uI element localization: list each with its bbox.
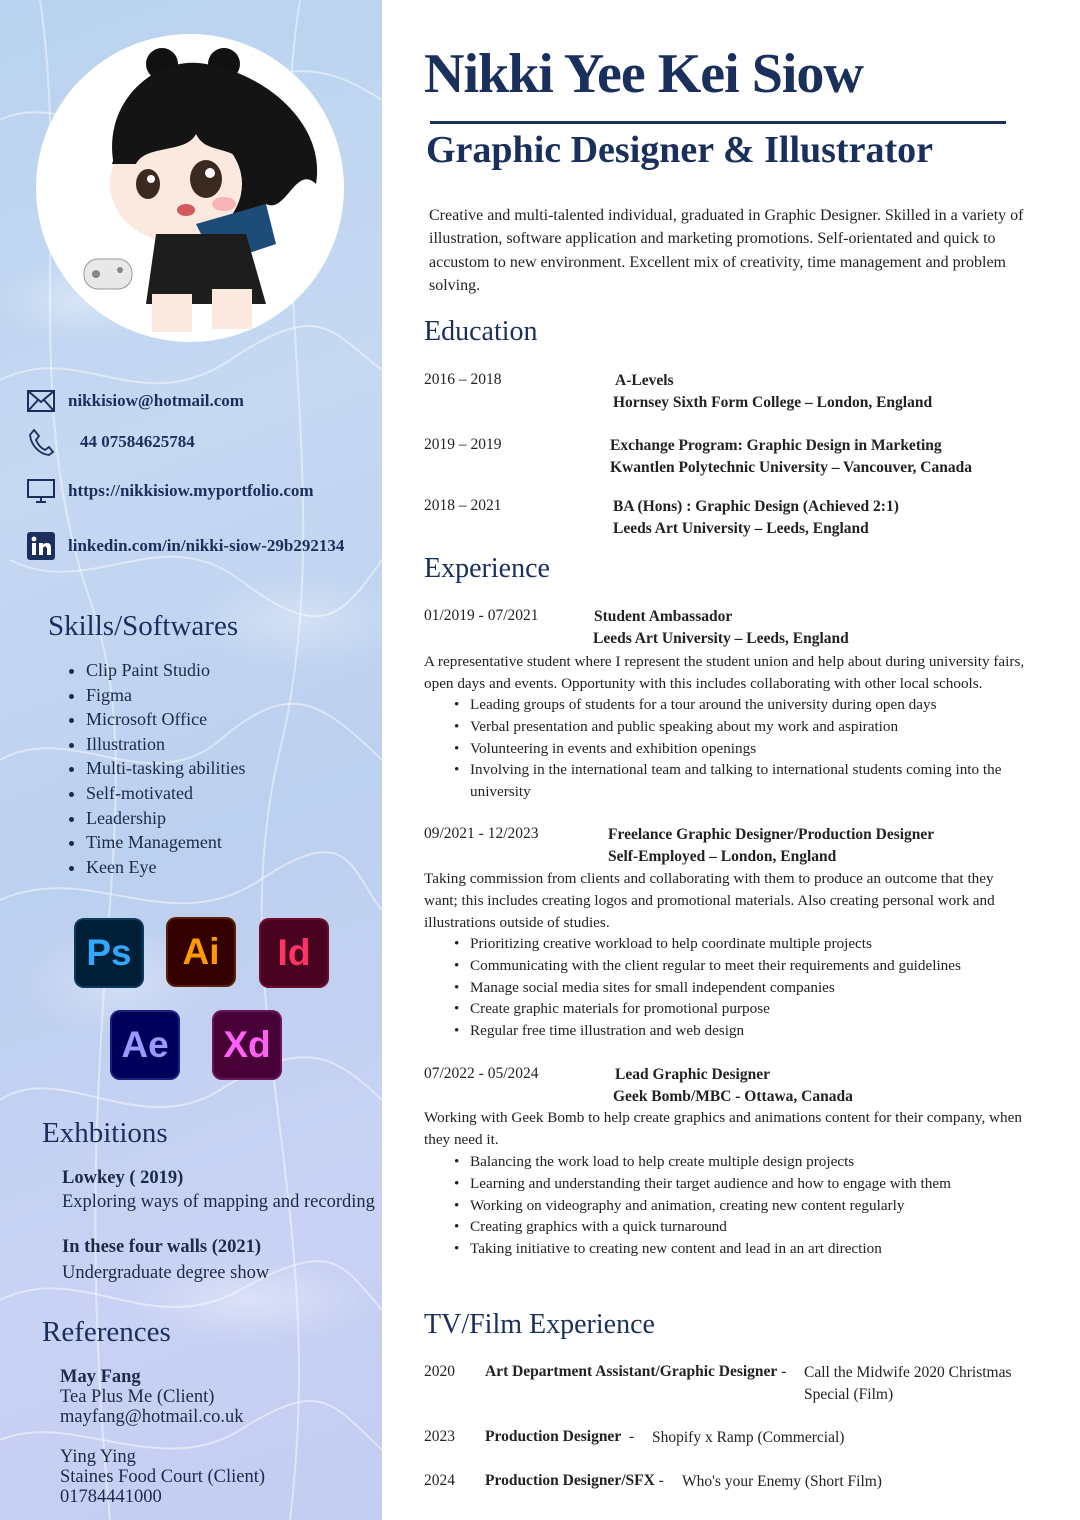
education-place: Leeds Art University – Leeds, England xyxy=(613,520,869,537)
exhibition-title: Lowkey ( 2019) xyxy=(62,1168,184,1188)
education-date: 2016 – 2018 xyxy=(424,371,502,388)
experience-description: Taking commission from clients and collaborating with them to produce an outcome that they want; this includes creating logos and promotional materials. Also creating personal work and illustrations outside of studies. xyxy=(424,870,995,931)
tvfilm-project: Who's your Enemy (Short Film) xyxy=(682,1473,882,1490)
skill-item: • Clip Paint Studio xyxy=(86,658,246,683)
person-name: Nikki Yee Kei Siow xyxy=(424,43,863,105)
app-icon-label: Id xyxy=(277,932,311,973)
tvfilm-year: 2024 xyxy=(424,1472,455,1489)
photoshop-icon xyxy=(74,918,144,988)
skills-heading: Skills/Softwares xyxy=(48,610,239,642)
education-title: BA (Hons) : Graphic Design (Achieved 2:1) xyxy=(613,498,899,515)
monitor-icon xyxy=(26,476,56,506)
mail-icon xyxy=(26,386,56,416)
exhibitions-heading: Exhbitions xyxy=(42,1117,168,1149)
skill-item: • Self-motivated xyxy=(86,781,246,806)
tvfilm-role-text: Production Designer/SFX xyxy=(485,1472,655,1489)
experience-bullet: • Verbal presentation and public speaking about my work and aspiration xyxy=(424,716,1044,738)
exhibition-title: In these four walls (2021) xyxy=(62,1237,262,1257)
experience-bullet: • Balancing the work load to help create multiple design projects xyxy=(424,1151,1044,1173)
linkedin-text: linkedin.com/in/nikki-siow-29b292134 xyxy=(68,536,345,555)
tvfilm-project: Shopify x Ramp (Commercial) xyxy=(652,1429,845,1446)
skill-item: • Keen Eye xyxy=(86,855,246,880)
references-heading: References xyxy=(42,1316,171,1348)
tvfilm-role-text: Art Department Assistant/Graphic Designer xyxy=(485,1363,778,1380)
experience-title: Freelance Graphic Designer/Production Designer xyxy=(608,826,935,843)
education-place: Hornsey Sixth Form College – London, England xyxy=(613,394,933,411)
tvfilm-role xyxy=(485,1363,786,1381)
job-title: Graphic Designer & Illustrator xyxy=(426,129,933,171)
education-place: Kwantlen Polytechnic University – Vancouver, Canada xyxy=(610,459,972,476)
education-entry xyxy=(610,435,972,479)
skill-item: • Multi-tasking abilities xyxy=(86,756,246,781)
exhibition-desc: Undergraduate degree show xyxy=(62,1263,270,1283)
skill-item: • Microsoft Office xyxy=(86,707,246,732)
app-icon-label: Ae xyxy=(121,1024,169,1065)
experience-bullet: • Volunteering in events and exhibition openings xyxy=(424,738,1044,760)
experience-bullet: • Manage social media sites for small independent companies xyxy=(424,977,1044,999)
tvfilm-separator: - xyxy=(777,1363,787,1380)
reference-contact[interactable]: 01784441000 xyxy=(60,1487,162,1507)
tvfilm-role xyxy=(485,1428,642,1446)
experience-header xyxy=(593,606,849,650)
tvfilm-separator: - xyxy=(654,1472,672,1489)
experience-bullet: • Prioritizing creative workload to help coordinate multiple projects xyxy=(424,933,1044,955)
avatar xyxy=(36,34,344,342)
illustrator-icon xyxy=(166,917,236,987)
experience-bullets xyxy=(424,933,1044,1042)
tvfilm-role xyxy=(485,1472,672,1490)
tvfilm-heading: TV/Film Experience xyxy=(424,1309,655,1340)
experience-date: 09/2021 - 12/2023 xyxy=(424,825,539,842)
exhibition-desc: Exploring ways of mapping and recording xyxy=(62,1192,375,1212)
tvfilm-year: 2020 xyxy=(424,1363,455,1380)
education-entry xyxy=(613,370,932,414)
reference-item xyxy=(60,1447,265,1507)
experience-description: Working with Geek Bomb to help create graphics and animations content for their company, when they need it. xyxy=(424,1109,1022,1148)
experience-title: Lead Graphic Designer xyxy=(615,1066,770,1083)
contact-phone[interactable] xyxy=(26,427,195,457)
email-text: nikkisiow@hotmail.com xyxy=(68,391,244,410)
tvfilm-separator: - xyxy=(621,1428,642,1445)
experience-bullet: • Working on videography and animation, creating new content regularly xyxy=(424,1195,1044,1217)
title-divider xyxy=(430,121,1006,124)
website-text: https://nikkisiow.myportfolio.com xyxy=(68,481,314,500)
experience-title: Student Ambassador xyxy=(594,608,733,625)
reference-name: Ying Ying xyxy=(60,1447,136,1467)
education-date: 2018 – 2021 xyxy=(424,497,502,514)
phone-icon xyxy=(26,427,56,457)
contact-website[interactable] xyxy=(26,476,314,506)
reference-org: Tea Plus Me (Client) xyxy=(60,1387,215,1407)
experience-bullet: • Regular free time illustration and web design xyxy=(424,1020,1044,1042)
education-title: A-Levels xyxy=(615,372,674,389)
skill-item: • Illustration xyxy=(86,732,246,757)
tvfilm-role-text: Production Designer xyxy=(485,1428,622,1445)
education-date: 2019 – 2019 xyxy=(424,436,502,453)
indesign-icon xyxy=(259,918,329,988)
experience-header xyxy=(613,1064,853,1108)
experience-place: Self-Employed – London, England xyxy=(608,848,837,865)
experience-date: 01/2019 - 07/2021 xyxy=(424,607,539,624)
experience-bullets xyxy=(424,694,1044,803)
experience-description: A representative student where I represent the student union and help about during university fairs, open days and events. Opportunity with this includes collaborating with other local schools. xyxy=(424,653,1025,692)
xd-icon xyxy=(212,1010,282,1080)
skill-item: • Leadership xyxy=(86,806,246,831)
skill-item: • Figma xyxy=(86,683,246,708)
app-icon-label: Xd xyxy=(223,1024,271,1065)
experience-heading: Experience xyxy=(424,553,550,584)
experience-bullet: • Involving in the international team and talking to international students coming into the university xyxy=(424,759,1044,803)
contact-linkedin[interactable] xyxy=(26,531,344,561)
after-effects-icon xyxy=(110,1010,180,1080)
reference-contact[interactable]: mayfang@hotmail.co.uk xyxy=(60,1407,244,1427)
sidebar xyxy=(0,0,382,1520)
experience-bullet: • Create graphic materials for promotional purpose xyxy=(424,998,1044,1020)
reference-name: May Fang xyxy=(60,1367,141,1387)
tvfilm-project: Call the Midwife 2020 Christmas Special (Film) xyxy=(804,1364,1012,1403)
profile-summary: Creative and multi-talented individual, graduated in Graphic Designer. Skilled in a variety of illustration, software application and marketing promotions. Self-orientated and quick to accustom to new environment. Excellent mix of creativity, time management and problem solving. xyxy=(429,207,1024,295)
skills-list xyxy=(66,658,246,879)
experience-bullets xyxy=(424,1151,1044,1260)
experience-place: Leeds Art University – Leeds, England xyxy=(593,630,849,647)
experience-date: 07/2022 - 05/2024 xyxy=(424,1065,539,1082)
tvfilm-year: 2023 xyxy=(424,1428,455,1445)
chibi-illustration xyxy=(36,34,344,342)
experience-bullet: • Creating graphics with a quick turnaround xyxy=(424,1216,1044,1238)
phone-text: 44 07584625784 xyxy=(80,432,195,451)
experience-place: Geek Bomb/MBC - Ottawa, Canada xyxy=(613,1088,853,1105)
experience-bullet: • Communicating with the client regular to meet their requirements and guidelines xyxy=(424,955,1044,977)
app-icon-label: Ps xyxy=(86,932,132,973)
experience-bullet: • Leading groups of students for a tour around the university during open days xyxy=(424,694,1044,716)
exhibition-item xyxy=(62,1234,269,1286)
linkedin-icon xyxy=(26,531,56,561)
experience-bullet: • Learning and understanding their target audience and how to engage with them xyxy=(424,1173,1044,1195)
education-heading: Education xyxy=(424,316,538,347)
contact-email[interactable] xyxy=(26,386,244,416)
education-entry xyxy=(613,496,899,540)
reference-item xyxy=(60,1367,244,1427)
experience-bullet: • Taking initiative to creating new content and lead in an art direction xyxy=(424,1238,1044,1260)
app-icon-label: Ai xyxy=(182,931,220,972)
reference-org: Staines Food Court (Client) xyxy=(60,1467,266,1487)
experience-header xyxy=(608,824,934,868)
education-title: Exchange Program: Graphic Design in Marketing xyxy=(610,437,942,454)
skill-item: • Time Management xyxy=(86,830,246,855)
exhibition-item xyxy=(62,1166,375,1214)
